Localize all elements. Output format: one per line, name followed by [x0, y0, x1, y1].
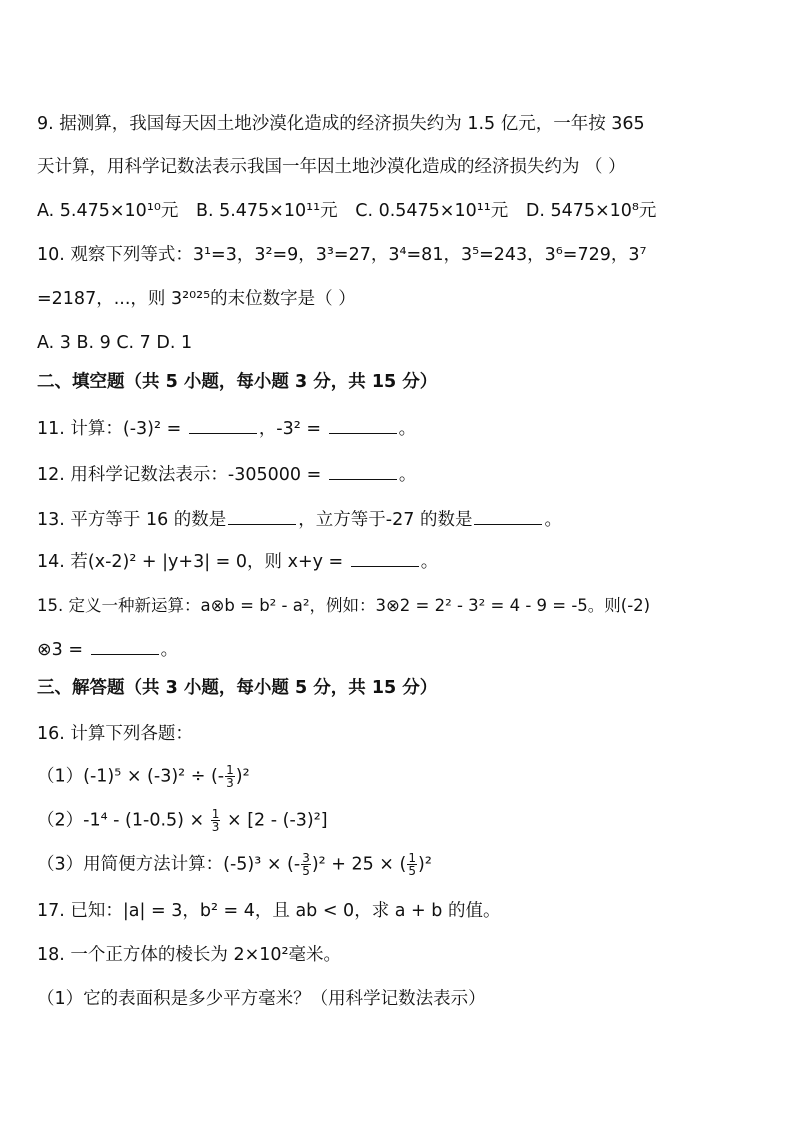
q9-options — [37, 199, 766, 223]
q12-blank[interactable] — [329, 463, 397, 480]
q12 — [37, 463, 766, 487]
q13 — [37, 508, 766, 532]
q16-title: 16. 计算下列各题： — [37, 724, 193, 744]
q9-option-c: C. 0.5475×10¹¹元 — [355, 201, 509, 221]
q10-line2: =2187，...，则 3²⁰²⁵的末位数字是（ ） — [37, 289, 356, 309]
q13-text-a: 13. 平方等于 16 的数是 — [37, 510, 227, 530]
fraction-one-fifth: $\frac{1}{5}$ — [408, 851, 416, 878]
q11-end: 。 — [398, 419, 417, 439]
q10-options: A. 3 B. 9 C. 7 D. 1 — [37, 333, 193, 353]
q9-option-b: B. 5.475×10¹¹元 — [195, 201, 338, 221]
q14-text: 14. 若(x-2)² + |y+3| = 0，则 x+y = — [37, 552, 349, 572]
q13-text-b: ，立方等于-27 的数是 — [298, 510, 473, 530]
q11 — [37, 417, 766, 441]
q16-part3-label: （3） — [37, 854, 84, 875]
q13-blank-1[interactable] — [228, 508, 296, 525]
q15-blank[interactable] — [91, 638, 159, 655]
q10-line1: 10. 观察下列等式：3¹=3，3²=9，3³=27，3⁴=81，3⁵=243，3⁶=729，3⁷ — [37, 245, 647, 265]
q11-blank-1[interactable] — [189, 417, 257, 434]
fraction-one-third-2: $\frac{1}{3}$ — [211, 807, 220, 834]
q16-part2-expr-a: -1⁴ - (1-0.5) × — [83, 810, 210, 831]
q16-part3 — [37, 852, 766, 877]
q16-part1 — [37, 764, 766, 789]
q16-part3-expr-c: )² — [418, 854, 432, 875]
q16-part2-expr-b: × [2 - (-3)²] — [221, 810, 328, 831]
fraction-one-third: $\frac{1}{3}$ — [226, 763, 234, 790]
q12-text: 12. 用科学记数法表示：-305000 = — [37, 465, 327, 485]
q9-option-a: A. 5.475×10¹⁰元 — [37, 201, 179, 221]
fraction-three-fifths: $\frac{3}{5}$ — [302, 851, 310, 878]
q16-part2-label: （2） — [37, 810, 84, 831]
q16-part1-label: （1） — [37, 766, 84, 787]
q18-part1: （1）它的表面积是多少平方毫米？（用科学记数法表示） — [37, 989, 486, 1009]
q12-end: 。 — [398, 465, 417, 485]
q16-part1-expr-b: )² — [235, 766, 250, 787]
q9-line2: 天计算，用科学记数法表示我国一年因土地沙漠化造成的经济损失约为 （ ） — [37, 157, 626, 177]
q16-part3-expr-a: 用简便方法计算：(-5)³ × (- — [83, 854, 301, 875]
q9-line1: 9. 据测算，我国每天因土地沙漠化造成的经济损失约为 1.5 亿元，一年按 365 — [37, 114, 645, 134]
q11-text-b: ，-3² = — [258, 419, 327, 439]
q18: 18. 一个正方体的棱长为 2×10²毫米。 — [37, 945, 342, 965]
q15-text: ⊗3 = — [37, 640, 89, 660]
q15-end: 。 — [160, 640, 179, 660]
q13-blank-2[interactable] — [474, 508, 542, 525]
q9-option-d: D. 5475×10⁸元 — [525, 201, 657, 221]
q16-part2 — [37, 808, 766, 833]
q17: 17. 已知：|a| = 3，b² = 4，且 ab < 0，求 a + b 的值。 — [37, 901, 501, 921]
section2-title: 二、填空题（共 5 小题，每小题 3 分，共 15 分） — [37, 372, 438, 392]
q16-part3-expr-b: )² + 25 × ( — [311, 854, 407, 875]
q14-blank[interactable] — [351, 550, 419, 567]
q13-end: 。 — [544, 510, 562, 530]
q15-line2 — [37, 638, 766, 662]
q15-line1: 15. 定义一种新运算：a⊗b = b² - a²，例如：3⊗2 = 2² - 3² = 4 - 9 = -5。则(-2) — [37, 596, 651, 615]
section3-title: 三、解答题（共 3 小题，每小题 5 分，共 15 分） — [37, 678, 438, 698]
q16-part1-expr-a: (-1)⁵ × (-3)² ÷ (- — [83, 766, 225, 787]
q11-text-a: 11. 计算：(-3)² = — [37, 419, 187, 439]
q14-end: 。 — [420, 552, 439, 572]
q14 — [37, 550, 766, 574]
q11-blank-2[interactable] — [329, 417, 397, 434]
